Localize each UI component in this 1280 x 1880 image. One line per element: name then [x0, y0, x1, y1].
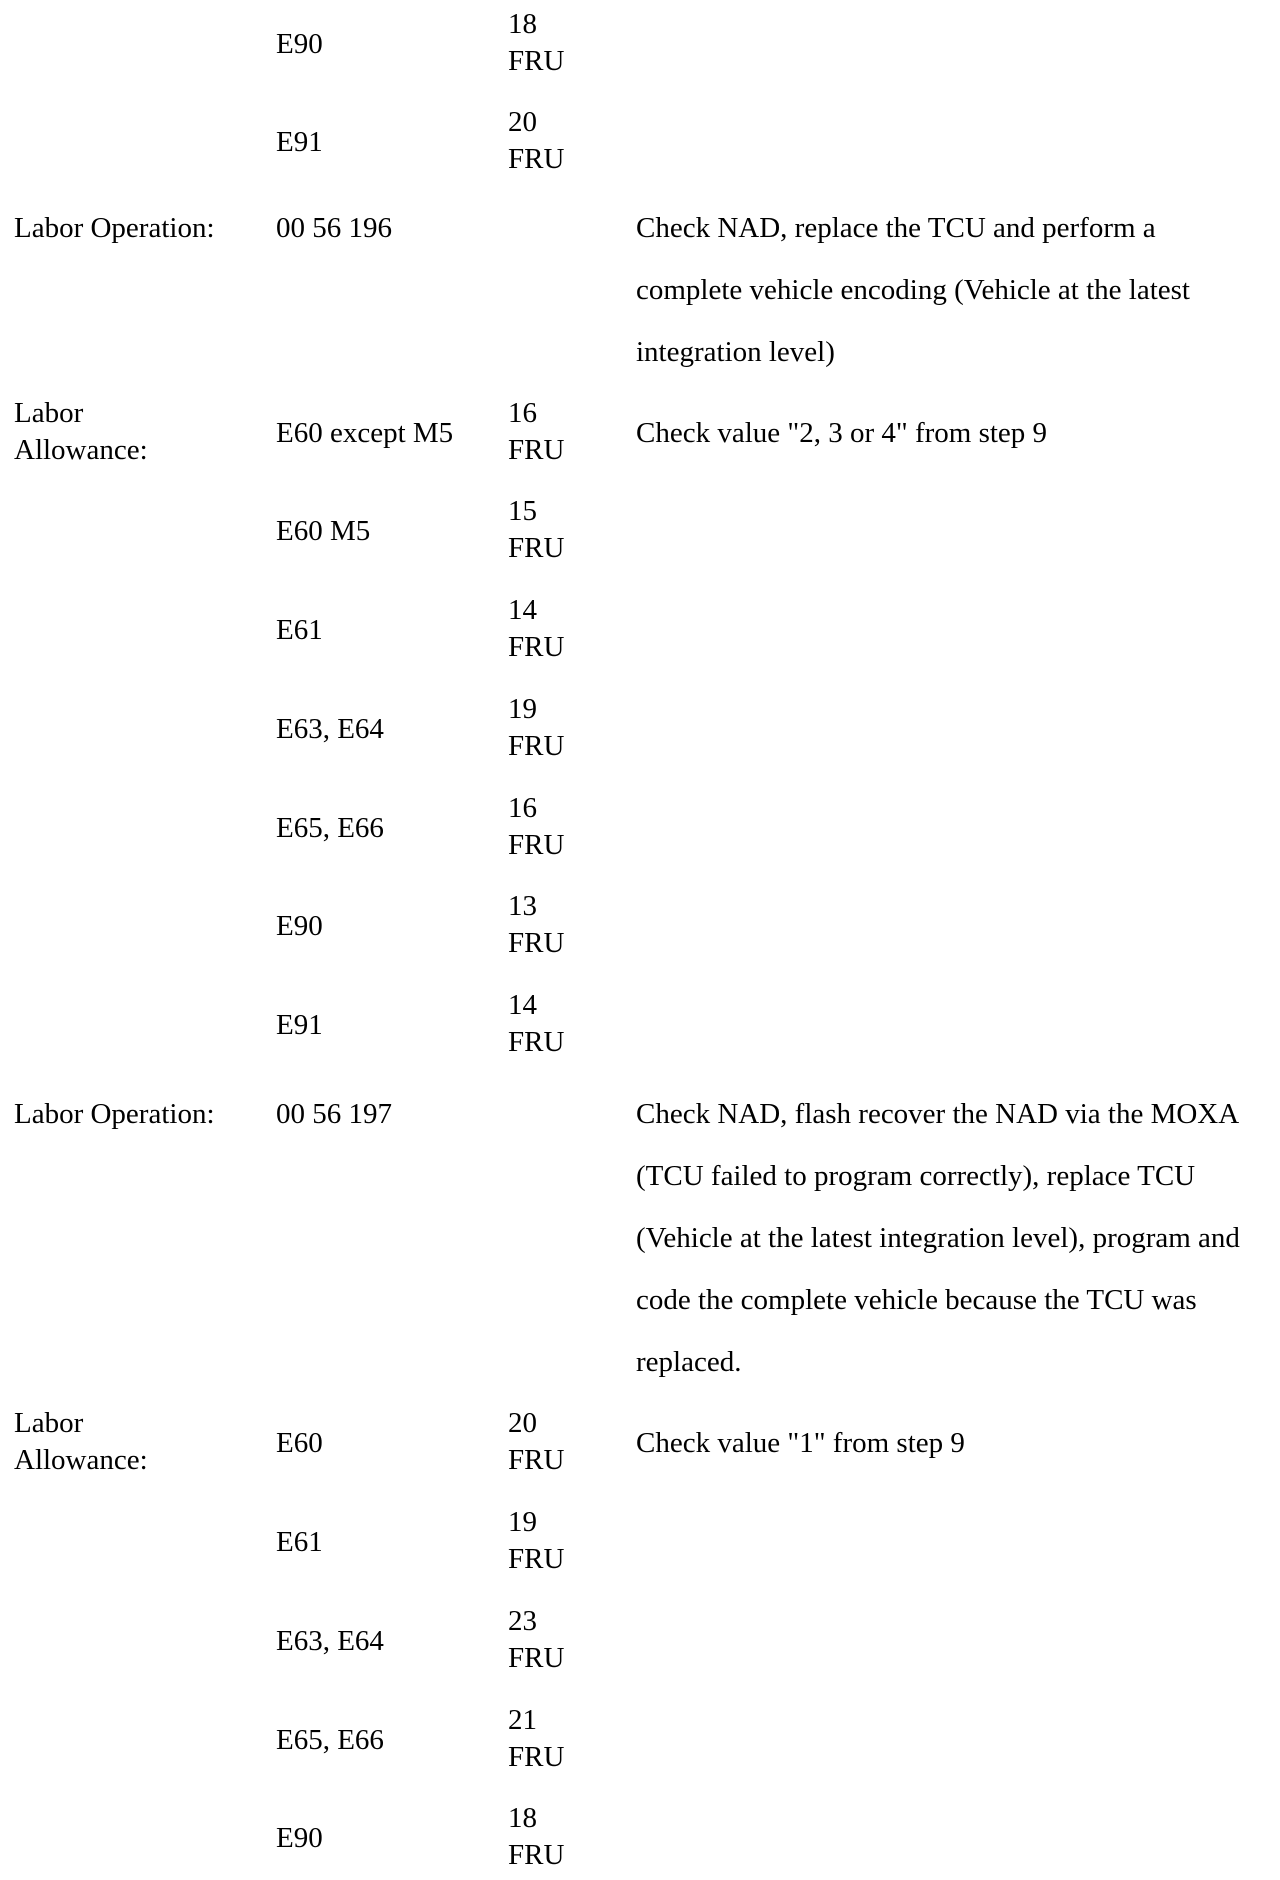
fru-unit: FRU — [508, 1444, 565, 1476]
model-code: E90 — [276, 910, 323, 942]
model-code: E90 — [276, 1822, 323, 1854]
fru-number: 15 — [508, 495, 537, 527]
fru-value — [508, 104, 568, 178]
fru-number: 21 — [508, 1704, 537, 1736]
fru-unit: FRU — [508, 1741, 565, 1773]
model-code: E65, E66 — [276, 812, 384, 844]
fru-number: 13 — [508, 890, 537, 922]
fru-value — [508, 592, 568, 666]
fru-value — [508, 790, 568, 864]
fru-unit: FRU — [508, 45, 565, 77]
labor-operation-code: 00 56 196 — [276, 212, 392, 244]
model-code: E60 M5 — [276, 515, 371, 547]
labor-allowance-label-line-2: Allowance: — [14, 434, 148, 466]
fru-value — [508, 1702, 568, 1776]
labor-operation-code: 00 56 197 — [276, 1098, 392, 1130]
fru-unit: FRU — [508, 631, 565, 663]
labor-allowance-note: Check value "2, 3 or 4" from step 9 — [636, 417, 1048, 449]
fru-number: 18 — [508, 1802, 537, 1834]
model-code: E60 except M5 — [276, 417, 454, 449]
fru-number: 20 — [508, 106, 537, 138]
labor-allowance-note: Check value "1" from step 9 — [636, 1427, 965, 1459]
labor-operation-label: Labor Operation: — [14, 212, 215, 244]
model-code: E60 — [276, 1427, 323, 1459]
fru-value — [508, 6, 568, 80]
fru-number: 18 — [508, 8, 537, 40]
fru-value — [508, 1405, 568, 1479]
labor-allowance-label — [14, 1405, 148, 1479]
model-code: E91 — [276, 126, 323, 158]
fru-unit: FRU — [508, 143, 565, 175]
fru-unit: FRU — [508, 1026, 565, 1058]
fru-number: 19 — [508, 1506, 537, 1538]
labor-operation-description: Check NAD, replace the TCU and perform a complete vehicle encoding (Vehicle at the latest integration level) — [636, 212, 1190, 368]
fru-value — [508, 691, 568, 765]
fru-unit: FRU — [508, 1642, 565, 1674]
model-code: E63, E64 — [276, 1625, 384, 1657]
fru-unit: FRU — [508, 532, 565, 564]
fru-value — [508, 888, 568, 962]
fru-number: 14 — [508, 989, 537, 1021]
fru-value — [508, 1603, 568, 1677]
fru-unit: FRU — [508, 829, 565, 861]
fru-unit: FRU — [508, 730, 565, 762]
fru-number: 20 — [508, 1407, 537, 1439]
fru-unit: FRU — [508, 1839, 565, 1871]
labor-allowance-label-line-2: Allowance: — [14, 1444, 148, 1476]
fru-number: 23 — [508, 1605, 537, 1637]
labor-allowance-label-line-1: Labor — [14, 1407, 84, 1439]
labor-allowance-label-line-1: Labor — [14, 397, 84, 429]
fru-unit: FRU — [508, 927, 565, 959]
fru-value — [508, 395, 568, 469]
fru-value — [508, 1800, 568, 1874]
model-code: E61 — [276, 614, 323, 646]
labor-operation-description: Check NAD, flash recover the NAD via the MOXA (TCU failed to program correctly), replace TCU (Vehicle at the latest integration level), program and code the complete vehicle because the TCU was replaced. — [636, 1098, 1240, 1378]
fru-number: 19 — [508, 693, 537, 725]
model-code: E61 — [276, 1526, 323, 1558]
labor-allowance-label — [14, 395, 148, 469]
model-code: E63, E64 — [276, 713, 384, 745]
fru-value — [508, 987, 568, 1061]
fru-unit: FRU — [508, 434, 565, 466]
model-code: E90 — [276, 28, 323, 60]
model-code: E65, E66 — [276, 1724, 384, 1756]
model-code: E91 — [276, 1009, 323, 1041]
fru-number: 16 — [508, 792, 537, 824]
fru-number: 16 — [508, 397, 537, 429]
fru-unit: FRU — [508, 1543, 565, 1575]
fru-value — [508, 493, 568, 567]
fru-value — [508, 1504, 568, 1578]
fru-number: 14 — [508, 594, 537, 626]
labor-operation-label: Labor Operation: — [14, 1098, 215, 1130]
